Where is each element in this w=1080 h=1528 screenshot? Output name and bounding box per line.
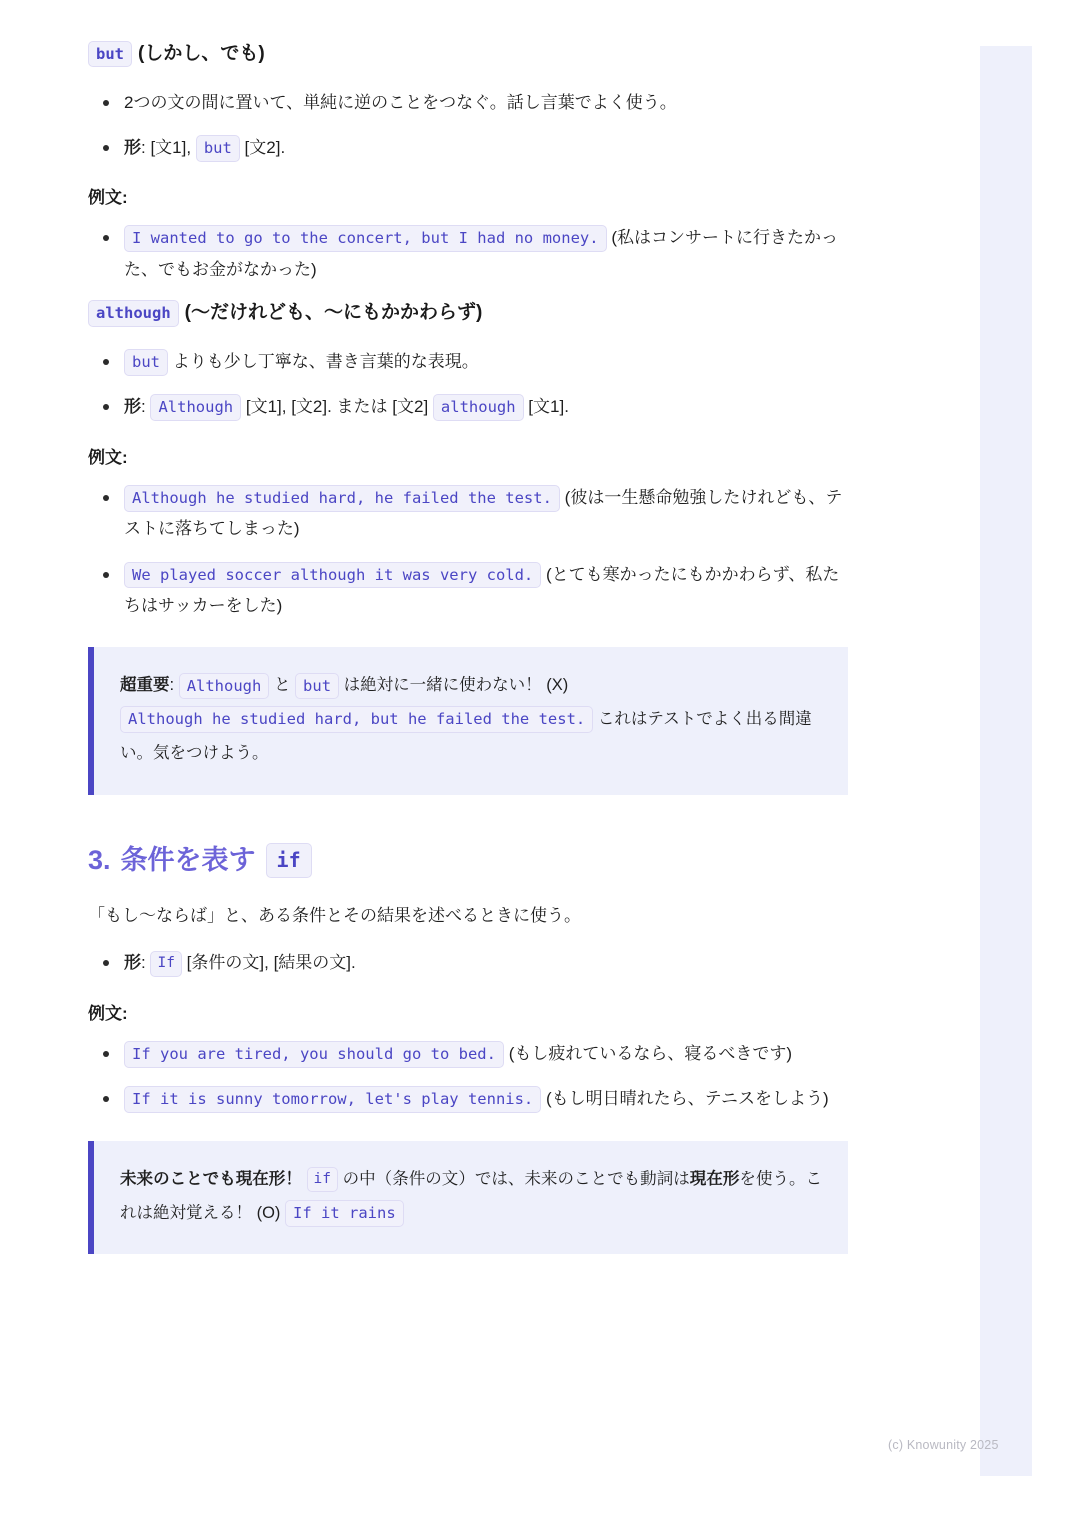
- list-item: [124, 87, 848, 118]
- callout-text-2: は絶対に一緒に使わない！ (X): [343, 676, 569, 695]
- example-code: Although he studied hard, he failed the test.: [124, 485, 560, 512]
- form-label: 形: [124, 397, 141, 417]
- code-if-rains: If it rains: [285, 1200, 404, 1227]
- although-bullet-list: [88, 346, 848, 423]
- list-item: [124, 346, 848, 377]
- callout-text-1: と: [273, 676, 291, 695]
- if-examples-label: 例文:: [88, 1003, 128, 1023]
- example-code: If you are tired, you should go to bed.: [124, 1041, 504, 1068]
- form-prefix: :: [141, 953, 146, 973]
- list-item: [124, 559, 848, 622]
- code-if-title: if: [266, 843, 312, 878]
- code-but-note: but: [295, 673, 339, 700]
- form-mid: [文1], [文2]. または [文2]: [245, 397, 429, 417]
- list-item: [124, 222, 848, 285]
- heading-although-jp: (〜だけれども、〜にもかかわらず): [184, 302, 483, 324]
- code-although: although: [88, 300, 179, 327]
- if-form-list: [88, 947, 848, 978]
- callout-heading: 超重要: [120, 676, 170, 695]
- but-example-list: [88, 222, 848, 285]
- form-label: 形: [124, 137, 141, 157]
- although-example-list: [88, 482, 848, 622]
- example-code: We played soccer although it was very cold.: [124, 562, 541, 589]
- form-suffix: [文1].: [528, 397, 569, 417]
- code-if-note: if: [307, 1167, 338, 1193]
- section-title-if: [88, 841, 848, 880]
- code-but-form: but: [196, 135, 240, 162]
- list-item: 形: Although [文1], [文2]. または [文2] although [文1].: [124, 391, 848, 422]
- form-prefix: : [文1],: [141, 137, 192, 157]
- callout-text-2: を使う。これは絶対覚える！ (O): [120, 1169, 823, 1222]
- example-translation: (もし明日晴れたら、テニスをしよう): [546, 1089, 829, 1109]
- callout-heading: 未来のことでも現在形！: [120, 1169, 302, 1188]
- if-intro-text: 「もし〜ならば」と、ある条件とその結果を述べるときに使う。: [88, 905, 581, 925]
- example-translation: (もし疲れているなら、寝るべきです): [508, 1043, 793, 1063]
- example-code: I wanted to go to the concert, but I had no money.: [124, 225, 607, 252]
- list-item: [124, 482, 848, 545]
- watermark: (c) Knowunity 2025: [888, 1438, 999, 1452]
- list-item: [124, 132, 848, 163]
- heading-but: [88, 40, 848, 69]
- example-translation: (私はコンサートに行きたかった、でもお金がなかった): [124, 228, 838, 279]
- form-label: 形: [124, 953, 141, 973]
- list-item: [124, 947, 848, 978]
- list-item: [124, 1038, 848, 1069]
- list-item: [124, 1083, 848, 1114]
- section-title-text: 条件を表す: [120, 844, 256, 875]
- form-suffix: [条件の文], [結果の文].: [186, 953, 356, 973]
- but-bullet-list: [88, 87, 848, 164]
- callout-text-3: これはテストでよく出る間違い。気をつけよう。: [120, 710, 812, 762]
- form-suffix: [文2].: [244, 137, 286, 157]
- callout-text-1: の中（条件の文）では、未来のことでも動詞は: [342, 1169, 690, 1188]
- heading-although: [88, 299, 848, 328]
- callout-emphasis: 現在形: [689, 1169, 740, 1188]
- although-bullet-text: よりも少し丁寧な、書き言葉的な表現。: [172, 351, 479, 371]
- code-if-form: If: [150, 951, 181, 977]
- but-bullet-text: 2つの文の間に置いて、単純に逆のことをつなぐ。話し言葉でよく使う。: [124, 92, 677, 112]
- code-although-note: Although: [179, 673, 270, 700]
- code-although-form-1: Although: [150, 394, 241, 421]
- example-translation: (彼は一生懸命勉強したけれども、テストに落ちてしまった): [124, 487, 843, 539]
- right-margin-rail: [980, 46, 1032, 1476]
- code-wrong-example: Although he studied hard, but he failed the test.: [120, 706, 593, 733]
- callout-important-although: [88, 647, 848, 794]
- example-translation: (とても寒かったにもかかわらず、私たちはサッカーをした): [124, 564, 840, 615]
- but-examples-label: 例文:: [88, 188, 128, 208]
- code-although-form-2: although: [433, 394, 524, 421]
- although-examples-label: 例文:: [88, 447, 128, 467]
- if-example-list: [88, 1038, 848, 1115]
- code-but: but: [88, 41, 132, 68]
- code-but-compare: but: [124, 349, 168, 376]
- callout-if-present-tense: [88, 1141, 848, 1255]
- document-content: [88, 40, 848, 1264]
- heading-but-jp: (しかし、でも): [138, 43, 265, 64]
- section-number: 3.: [88, 844, 111, 875]
- callout-colon: :: [169, 676, 175, 695]
- example-code: If it is sunny tomorrow, let's play tennis.: [124, 1086, 541, 1113]
